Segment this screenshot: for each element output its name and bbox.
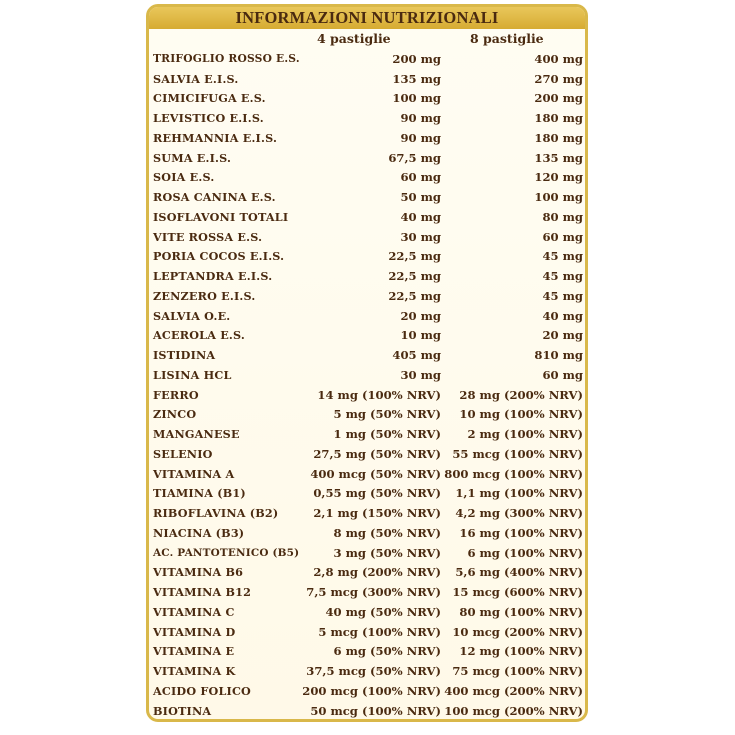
ingredient-name: NIACINA (B3) xyxy=(153,525,245,540)
amount-8-tablets: 10 mg (100% NRV) xyxy=(459,407,583,422)
amount-4-tablets: 5 mcg (100% NRV) xyxy=(318,624,441,639)
amount-8-tablets: 400 mcg (200% NRV) xyxy=(444,683,583,698)
ingredient-name: LEVISTICO E.I.S. xyxy=(153,111,264,126)
amount-8-tablets: 100 mcg (200% NRV) xyxy=(444,703,583,718)
ingredient-name: ZENZERO E.I.S. xyxy=(153,288,256,303)
table-row xyxy=(149,523,585,543)
column-header-4-tablets: 4 pastiglie xyxy=(317,31,391,46)
amount-8-tablets: 180 mg xyxy=(534,130,583,145)
amount-4-tablets: 0,55 mg (50% NRV) xyxy=(313,486,441,501)
table-row xyxy=(149,286,585,306)
amount-8-tablets: 12 mg (100% NRV) xyxy=(459,644,583,659)
table-row xyxy=(149,148,585,168)
amount-8-tablets: 75 mcg (100% NRV) xyxy=(452,664,583,679)
amount-8-tablets: 400 mg xyxy=(534,51,583,66)
table-row xyxy=(149,207,585,227)
table-row xyxy=(149,108,585,128)
table-row xyxy=(149,563,585,583)
amount-4-tablets: 1 mg (50% NRV) xyxy=(333,427,441,442)
amount-4-tablets: 2,8 mg (200% NRV) xyxy=(313,565,441,580)
table-row xyxy=(149,69,585,89)
amount-8-tablets: 5,6 mg (400% NRV) xyxy=(455,565,583,580)
ingredient-name: VITE ROSSA E.S. xyxy=(153,229,263,244)
title-bar xyxy=(149,7,585,29)
amount-4-tablets: 10 mg xyxy=(400,328,441,343)
panel-title: INFORMAZIONI NUTRIZIONALI xyxy=(235,8,499,27)
ingredient-name: SALVIA O.E. xyxy=(153,308,231,323)
table-row xyxy=(149,444,585,464)
amount-4-tablets: 20 mg xyxy=(400,308,441,323)
table-row xyxy=(149,503,585,523)
amount-4-tablets: 40 mg (50% NRV) xyxy=(325,604,441,619)
amount-8-tablets: 1,1 mg (100% NRV) xyxy=(455,486,583,501)
amount-4-tablets: 30 mg xyxy=(400,229,441,244)
nutrition-panel xyxy=(146,4,588,722)
table-row xyxy=(149,89,585,109)
ingredient-name: REHMANNIA E.I.S. xyxy=(153,130,278,145)
amount-4-tablets: 2,1 mg (150% NRV) xyxy=(313,506,441,521)
amount-8-tablets: 180 mg xyxy=(534,111,583,126)
amount-8-tablets: 135 mg xyxy=(534,150,583,165)
ingredient-name: VITAMINA K xyxy=(153,664,236,679)
ingredient-name: ISOFLAVONI TOTALI xyxy=(153,209,289,224)
ingredient-name: VITAMINA B6 xyxy=(153,565,244,580)
table-row xyxy=(149,405,585,425)
amount-4-tablets: 200 mcg (100% NRV) xyxy=(302,683,441,698)
ingredient-name: SOIA E.S. xyxy=(153,170,215,185)
ingredient-name: CIMICIFUGA E.S. xyxy=(153,91,266,106)
amount-8-tablets: 2 mg (100% NRV) xyxy=(467,427,583,442)
ingredient-name: VITAMINA C xyxy=(153,604,235,619)
table-row xyxy=(149,602,585,622)
table-row xyxy=(149,247,585,267)
table-row xyxy=(149,168,585,188)
amount-4-tablets: 6 mg (50% NRV) xyxy=(333,644,441,659)
amount-8-tablets: 120 mg xyxy=(534,170,583,185)
amount-4-tablets: 100 mg xyxy=(392,91,441,106)
ingredient-name: TRIFOGLIO ROSSO E.S. xyxy=(153,52,300,66)
amount-4-tablets: 27,5 mg (50% NRV) xyxy=(313,446,441,461)
table-row xyxy=(149,345,585,365)
ingredient-name: MANGANESE xyxy=(153,427,240,442)
amount-4-tablets: 60 mg xyxy=(400,170,441,185)
ingredient-name: VITAMINA A xyxy=(153,466,235,481)
amount-4-tablets: 90 mg xyxy=(400,130,441,145)
ingredient-name: ACIDO FOLICO xyxy=(153,683,251,698)
ingredient-name: AC. PANTOTENICO (B5) xyxy=(153,546,300,559)
amount-8-tablets: 55 mcg (100% NRV) xyxy=(452,446,583,461)
ingredient-name: LISINA HCL xyxy=(153,367,232,382)
amount-4-tablets: 67,5 mg xyxy=(388,150,441,165)
nutrition-rows xyxy=(149,49,585,721)
amount-8-tablets: 28 mg (200% NRV) xyxy=(459,387,583,402)
amount-8-tablets: 270 mg xyxy=(534,71,583,86)
ingredient-name: VITAMINA E xyxy=(153,644,235,659)
table-row xyxy=(149,365,585,385)
table-row xyxy=(149,266,585,286)
ingredient-name: LEPTANDRA E.I.S. xyxy=(153,269,273,284)
amount-4-tablets: 135 mg xyxy=(392,71,441,86)
ingredient-name: ACEROLA E.S. xyxy=(153,328,245,343)
amount-8-tablets: 60 mg xyxy=(542,229,583,244)
table-row xyxy=(149,326,585,346)
table-row xyxy=(149,424,585,444)
amount-4-tablets: 50 mcg (100% NRV) xyxy=(310,703,441,718)
table-row xyxy=(149,306,585,326)
amount-8-tablets: 810 mg xyxy=(534,348,583,363)
table-row xyxy=(149,49,585,69)
amount-8-tablets: 80 mg xyxy=(542,209,583,224)
ingredient-name: SELENIO xyxy=(153,446,213,461)
amount-4-tablets: 22,5 mg xyxy=(388,269,441,284)
table-row xyxy=(149,227,585,247)
table-row xyxy=(149,681,585,701)
amount-4-tablets: 50 mg xyxy=(400,190,441,205)
ingredient-name: FERRO xyxy=(153,387,199,402)
table-row xyxy=(149,661,585,681)
amount-8-tablets: 60 mg xyxy=(542,367,583,382)
column-header-8-tablets: 8 pastiglie xyxy=(470,31,544,46)
ingredient-name: BIOTINA xyxy=(153,703,212,718)
amount-4-tablets: 40 mg xyxy=(400,209,441,224)
amount-8-tablets: 100 mg xyxy=(534,190,583,205)
table-row xyxy=(149,128,585,148)
amount-4-tablets: 8 mg (50% NRV) xyxy=(333,525,441,540)
amount-8-tablets: 6 mg (100% NRV) xyxy=(467,545,583,560)
ingredient-name: ISTIDINA xyxy=(153,348,216,363)
amount-4-tablets: 37,5 mcg (50% NRV) xyxy=(306,664,441,679)
amount-8-tablets: 16 mg (100% NRV) xyxy=(459,525,583,540)
amount-8-tablets: 40 mg xyxy=(542,308,583,323)
amount-8-tablets: 45 mg xyxy=(542,288,583,303)
table-row xyxy=(149,187,585,207)
amount-4-tablets: 7,5 mcg (300% NRV) xyxy=(306,585,441,600)
amount-4-tablets: 90 mg xyxy=(400,111,441,126)
table-row xyxy=(149,464,585,484)
amount-4-tablets: 5 mg (50% NRV) xyxy=(333,407,441,422)
ingredient-name: VITAMINA B12 xyxy=(153,585,252,600)
ingredient-name: VITAMINA D xyxy=(153,624,236,639)
amount-4-tablets: 30 mg xyxy=(400,367,441,382)
amount-4-tablets: 405 mg xyxy=(392,348,441,363)
table-row xyxy=(149,484,585,504)
amount-4-tablets: 22,5 mg xyxy=(388,249,441,264)
ingredient-name: ROSA CANINA E.S. xyxy=(153,190,276,205)
ingredient-name: PORIA COCOS E.I.S. xyxy=(153,249,285,264)
table-row xyxy=(149,385,585,405)
amount-8-tablets: 4,2 mg (300% NRV) xyxy=(455,506,583,521)
amount-8-tablets: 200 mg xyxy=(534,91,583,106)
table-row xyxy=(149,642,585,662)
ingredient-name: SALVIA E.I.S. xyxy=(153,71,239,86)
table-row xyxy=(149,582,585,602)
amount-8-tablets: 45 mg xyxy=(542,269,583,284)
amount-8-tablets: 45 mg xyxy=(542,249,583,264)
amount-4-tablets: 200 mg xyxy=(392,51,441,66)
ingredient-name: SUMA E.I.S. xyxy=(153,150,232,165)
ingredient-name: RIBOFLAVINA (B2) xyxy=(153,506,279,521)
amount-8-tablets: 10 mcg (200% NRV) xyxy=(452,624,583,639)
table-row xyxy=(149,543,585,563)
ingredient-name: TIAMINA (B1) xyxy=(153,486,246,501)
amount-8-tablets: 800 mcg (100% NRV) xyxy=(444,466,583,481)
amount-4-tablets: 22,5 mg xyxy=(388,288,441,303)
amount-4-tablets: 400 mcg (50% NRV) xyxy=(310,466,441,481)
amount-8-tablets: 20 mg xyxy=(542,328,583,343)
amount-8-tablets: 15 mcg (600% NRV) xyxy=(452,585,583,600)
ingredient-name: ZINCO xyxy=(153,407,197,422)
table-row xyxy=(149,622,585,642)
table-row xyxy=(149,701,585,721)
amount-4-tablets: 14 mg (100% NRV) xyxy=(317,387,441,402)
amount-8-tablets: 80 mg (100% NRV) xyxy=(459,604,583,619)
amount-4-tablets: 3 mg (50% NRV) xyxy=(333,545,441,560)
